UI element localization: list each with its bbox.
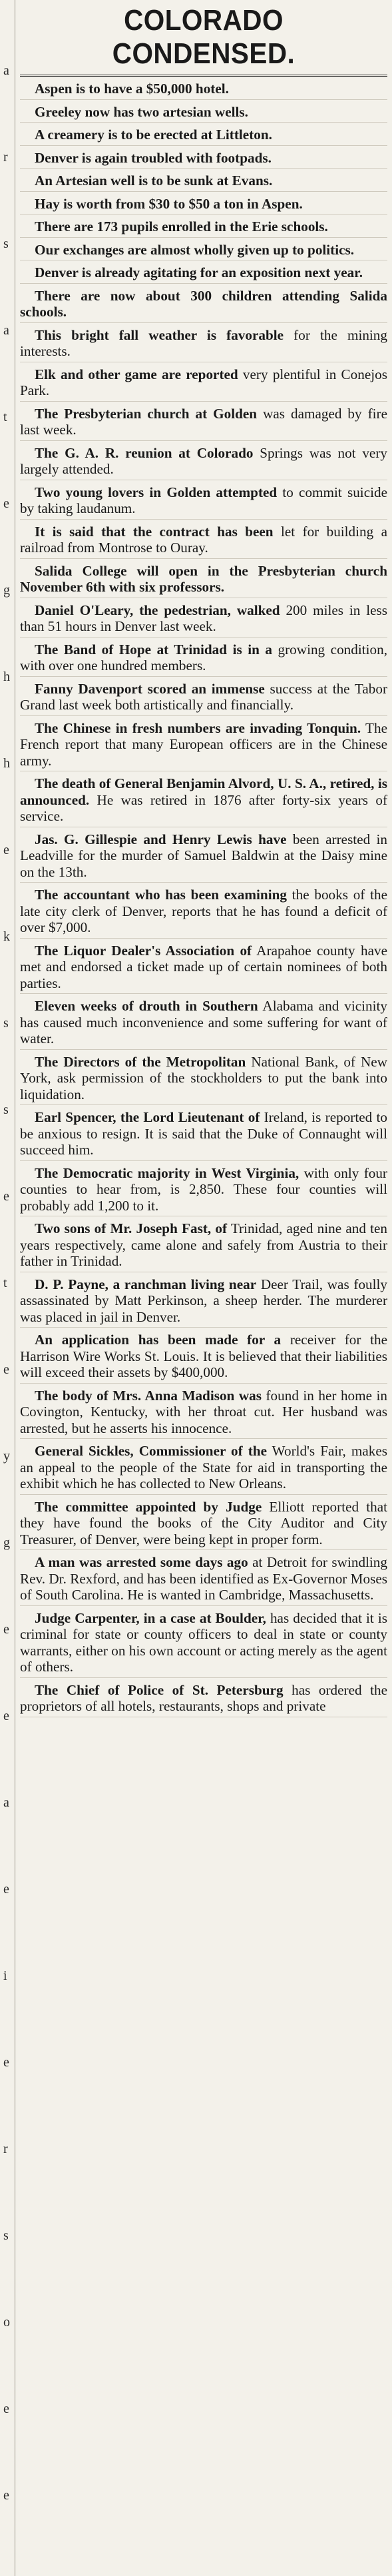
news-item — [20, 771, 387, 827]
news-item-lead: There are now about 300 children attending Salida schools. — [20, 287, 387, 320]
news-item-lead: The G. A. R. reunion at Colorado — [35, 444, 254, 461]
news-item — [20, 1384, 387, 1440]
news-item — [20, 1216, 387, 1272]
article-column — [20, 0, 387, 1717]
news-item-body: World's Fair, makes an appeal to the people of the State for aid in transporting the exhibit which he has collected to New Orleans. — [20, 1443, 387, 1492]
gutter-fragment: h — [3, 756, 10, 771]
news-item — [20, 123, 387, 146]
gutter-fragment: e — [3, 1622, 9, 1637]
gutter-fragment: e — [3, 1362, 9, 1377]
gutter-fragment: a — [3, 1795, 9, 1810]
news-item-lead: An application has been made for a — [35, 1332, 282, 1348]
news-item-lead: It is said that the contract has been — [35, 523, 274, 540]
news-item — [20, 238, 387, 261]
news-item — [20, 559, 387, 598]
news-item-lead: Aspen is to have a $50,000 hotel. — [35, 81, 229, 97]
page-title: COLORADO CONDENSED. — [112, 4, 295, 70]
news-item — [20, 480, 387, 520]
news-item — [20, 1495, 387, 1551]
news-item-body: Deer Trail, was foully assassinated by Matt Perkinson, a sheep herder. The murderer was placed in jail in Denver. — [20, 1276, 387, 1325]
news-item — [20, 77, 387, 100]
news-item — [20, 1161, 387, 1217]
news-item — [20, 638, 387, 677]
gutter-fragment: y — [3, 1449, 10, 1464]
news-item — [20, 1606, 387, 1678]
news-item-lead: The committee appointed by Judge — [35, 1498, 262, 1515]
news-item-lead: Two sons of Mr. Joseph Fast, of — [35, 1220, 228, 1236]
gutter-fragment: e — [3, 2488, 9, 2503]
news-item — [20, 215, 387, 238]
news-item-body: the books of the late city clerk of Denver, reports that he has found a deficit of over $7,000. — [20, 887, 387, 935]
news-item-lead: This bright fall weather is favorable — [35, 326, 284, 343]
news-item — [20, 883, 387, 939]
news-item-body: has ordered the proprietors of all hotels, restaurants, shops and private — [20, 1681, 388, 1714]
news-item — [20, 1272, 387, 1328]
news-item-body: found in her home in Covington, Kentucky, with her throat cut. Her husband was arrested, but he asserts his innocence. — [20, 1387, 387, 1436]
news-item — [20, 402, 387, 441]
news-item-body: Springs was not very largely attended. — [20, 444, 387, 477]
news-item-lead: Fanny Davenport scored an immense — [35, 680, 265, 697]
gutter-fragment: o — [3, 2315, 10, 2330]
news-item-lead: The Liquor Dealer's Association of — [35, 942, 252, 959]
news-item — [20, 716, 387, 772]
gutter-fragment: e — [3, 1882, 9, 1897]
news-item-lead: Hay is worth from $30 to $50 a ton in Aspen. — [35, 195, 303, 212]
news-item — [20, 362, 387, 402]
news-item-body: at Detroit for swindling Rev. Dr. Rexford, and has been identified as Ex-Governor Moses of South Carolina. He is wanted in Cambridge, Massachusetts. — [20, 1554, 387, 1603]
gutter-fragment: h — [3, 669, 10, 684]
news-item-lead: General Sickles, Commissioner of the — [35, 1443, 268, 1459]
news-item — [20, 100, 387, 123]
news-item-lead: A creamery is to be erected at Littleton. — [35, 127, 272, 143]
news-item-lead: Denver is again troubled with footpads. — [35, 149, 272, 166]
news-item-lead: Elk and other game are reported — [35, 366, 238, 382]
news-item — [20, 441, 387, 480]
gutter-fragment: k — [3, 929, 10, 944]
news-item — [20, 520, 387, 559]
gutter-fragment: e — [3, 843, 9, 857]
news-item — [20, 1328, 387, 1384]
gutter-fragment: r — [3, 150, 8, 165]
news-item-body: receiver for the Harrison Wire Works St. Louis. It is believed that their liabilities will exceed their assets by $400,000. — [20, 1332, 387, 1380]
news-item-lead: Earl Spencer, the Lord Lieutenant of — [35, 1109, 260, 1125]
news-item — [20, 260, 387, 284]
news-item — [20, 284, 387, 323]
news-item-body: to commit suicide by taking laudanum. — [20, 484, 387, 516]
news-item-lead: The Chief of Police of St. Petersburg — [35, 1681, 284, 1698]
gutter-fragment: s — [3, 1016, 9, 1031]
news-item-body: very plentiful in Conejos Park. — [20, 366, 387, 398]
news-item-body: The French report that many European officers are in the Chinese army. — [20, 719, 388, 769]
gutter-fragment: t — [3, 410, 7, 424]
news-item — [20, 146, 387, 169]
news-item-body: let for building a railroad from Montrose to Ouray. — [20, 523, 388, 556]
news-item-lead: An Artesian well is to be sunk at Evans. — [35, 173, 273, 189]
news-item — [20, 1105, 387, 1161]
news-item-lead: The death of General Benjamin Alvord, U. S. A., retired, is announced. — [20, 775, 387, 808]
news-item — [20, 677, 387, 716]
news-item — [20, 598, 387, 638]
news-item-body: for the mining interests. — [20, 326, 387, 359]
gutter-fragment: s — [3, 1102, 9, 1117]
news-item-lead: The Directors of the Metropolitan — [35, 1053, 246, 1070]
news-item-body: success at the Tabor Grand last week both artistically and financially. — [20, 680, 387, 713]
news-items — [20, 77, 387, 1717]
news-item-lead: The Band of Hope at Trinidad is in a — [35, 641, 273, 657]
news-item-lead: Eleven weeks of drouth in Southern — [35, 998, 258, 1014]
news-item — [20, 827, 387, 883]
news-item-body: Trinidad, aged nine and ten years respectively, came alone and safely from Austria to their father in Trinidad. — [20, 1220, 387, 1269]
news-item-lead: D. P. Payne, a ranchman living near — [35, 1276, 257, 1292]
news-item-body: Elliott reported that they have found the books of the City Auditor and City Treasurer, of Denver, were being kept in proper form. — [20, 1498, 388, 1547]
news-item-body: with only four counties to hear from, is 2,850. These four counties will probably add 1,200 to it. — [20, 1164, 387, 1214]
gutter-fragment: t — [3, 1276, 7, 1290]
news-item-body: Arapahoe county have met and endorsed a ticket made up of certain nominees of both parties. — [20, 942, 387, 991]
news-item-body: has decided that it is criminal for state or county officers to deal in state or county warrants, either on his own account or acting merely as the agent of others. — [20, 1609, 387, 1675]
news-item — [20, 939, 387, 995]
news-item-body: He was retired in 1876 after forty-six years of service. — [20, 791, 387, 824]
news-item-body: Ireland, is reported to be anxious to resign. It is said that the Duke of Connaught will succeed him. — [20, 1109, 387, 1158]
gutter-fragment: s — [3, 236, 9, 251]
gutter-fragment: e — [3, 1189, 9, 1204]
news-item — [20, 323, 387, 362]
news-item-lead: Denver is already agitating for an exposition next year. — [35, 264, 363, 280]
gutter-fragment: e — [3, 2055, 9, 2070]
news-item-lead: Judge Carpenter, in a case at Boulder, — [35, 1609, 266, 1626]
news-item — [20, 1678, 387, 1717]
news-item-lead: Our exchanges are almost wholly given up to politics. — [35, 241, 355, 258]
news-item-lead: The Democratic majority in West Virginia, — [35, 1164, 299, 1181]
gutter-fragment: g — [3, 1535, 10, 1550]
news-item-lead: The Presbyterian church at Golden — [35, 405, 258, 422]
gutter-fragment: r — [3, 2142, 8, 2156]
news-item-lead: The accountant who has been examining — [35, 887, 287, 903]
gutter-fragment: g — [3, 583, 10, 598]
left-gutter — [0, 0, 15, 2576]
news-item-body: Alabama and vicinity has caused much inconvenience and some suffering for want of water. — [20, 998, 387, 1047]
news-item-body: growing condition, with over one hundred members. — [20, 641, 387, 673]
masthead — [20, 0, 387, 77]
news-item-lead: There are 173 pupils enrolled in the Erie schools. — [35, 218, 328, 234]
gutter-fragment: a — [3, 323, 9, 338]
news-item-lead: The Chinese in fresh numbers are invading Tonquin. — [35, 719, 361, 736]
news-item-body: was damaged by fire last week. — [20, 405, 387, 438]
gutter-fragment: e — [3, 496, 9, 511]
news-item — [20, 1439, 387, 1495]
gutter-fragment: s — [3, 2228, 9, 2243]
news-item — [20, 994, 387, 1050]
news-item-lead: A man was arrested some days ago — [35, 1554, 248, 1570]
news-item-lead: Jas. G. Gillespie and Henry Lewis have — [35, 831, 287, 847]
news-item-body: been arrested in Leadville for the murder of Samuel Baldwin at the Daisy mine on the 13th. — [20, 831, 387, 880]
news-item-lead: Daniel O'Leary, the pedestrian, walked — [35, 602, 280, 618]
news-item-body: 200 miles in less than 51 hours in Denver last week. — [20, 602, 387, 634]
gutter-fragment: i — [3, 1968, 7, 1983]
news-item — [20, 1550, 387, 1606]
news-item-lead: Greeley now has two artesian wells. — [35, 103, 248, 120]
news-item-lead: The body of Mrs. Anna Madison was — [35, 1387, 262, 1404]
gutter-fragment: e — [3, 2401, 9, 2416]
gutter-fragment: e — [3, 1709, 9, 1723]
gutter-fragment: a — [3, 63, 9, 78]
news-item — [20, 169, 387, 192]
news-item — [20, 1050, 387, 1106]
news-item-body: National Bank, of New York, ask permission of the stockholders to put the bank into liquidation. — [20, 1053, 387, 1102]
news-item-lead: Salida College will open in the Presbyterian church November 6th with six professors. — [20, 562, 387, 595]
news-item — [20, 192, 387, 215]
news-item-lead: Two young lovers in Golden attempted — [35, 484, 278, 500]
